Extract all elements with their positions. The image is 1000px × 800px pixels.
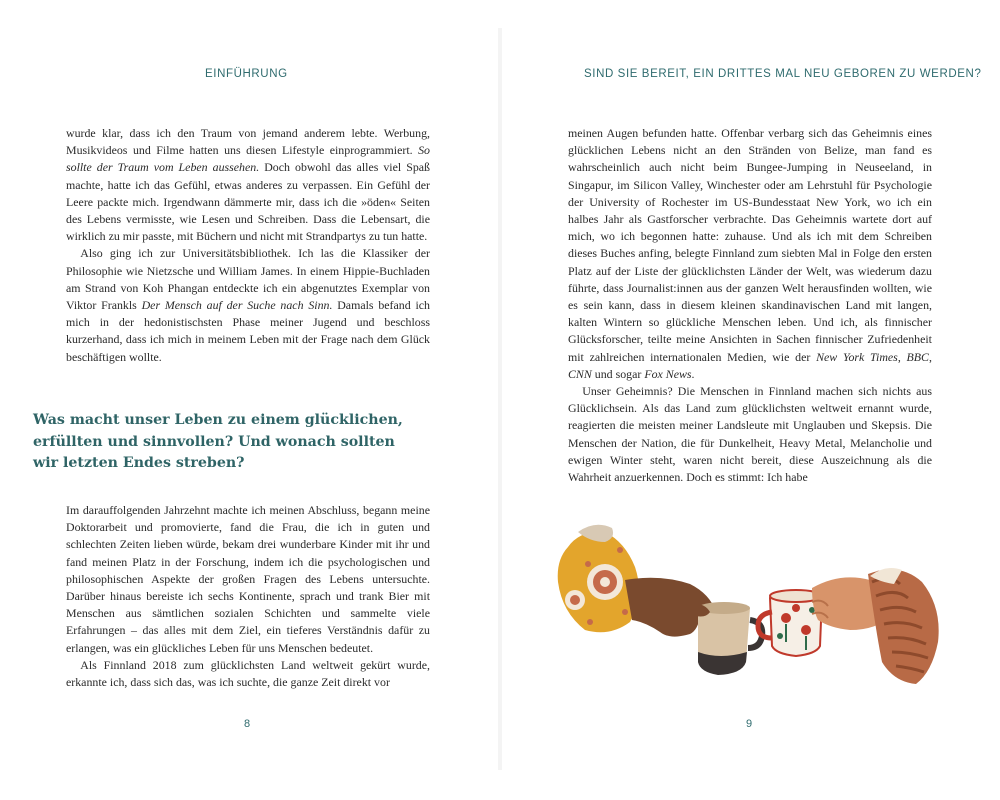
paragraph: Unser Geheimnis? Die Menschen in Finnland machen sich nichts aus Glücklichsein. Als das Land zum glücklichsten weltweit ernannt wurde, reagierten die meisten meiner Landsleute mit Unglauben und Skepsis. Die Menschen der Nation, die für Dunkelheit, Heavy Metal, Melancholie und ewigen Winter steht, waren nicht bereit, diese Auszeichnung als die Wahrheit anzuerkennen. Doch es stimmt: Ich habe [568,384,932,485]
page-number-left: 8 [244,718,251,730]
paragraph: meinen Augen befunden hatte. Offenbar verbarg sich das Geheimnis eines glücklichen Lebens nicht an den Stränden von Belize, man fand es wahrscheinlich auch nicht beim Bungee-Jumping in Neuseeland, in Singapur, im Silicon Valley, Winchester oder am Lehrstuhl für Psychologie der University of Rochester im US-Bundesstaat New York, wo ich ein halbes Jahr als Gastforscher verbrachte. Das Geheimnis wartete dort auf mich, wo ich begonnen hatte: zuhause. Und als ich mit dem Schreiben dieses Buches anfing, belegte Finnland zum siebten Mal in Folge den ersten Platz auf der Liste der glücklichsten Länder der Welt, was wiederum dazu führte, dass Journalist:innen aus der ganzen Welt herausfinden wollten, wie es sein kann, dass in diesem kleinen skandinavischen Land mit langen, kalten Wintern so glückliche Menschen leben. Und ich, als finnischer Glücksforscher, teilte meine Ansichten in Sachen finnischer Zufriedenheit mit zahlreichen internationalen Medien, wie der New York Times, BBC, CNN und sogar Fox News. [568,126,932,381]
top-margin [0,0,1000,28]
right-page [502,28,1000,770]
heading-line: Was macht unser Leben zu einem glücklichen, [33,412,403,428]
paragraph: Also ging ich zur Universitätsbibliothek. Ich las die Klassiker der Philosophie wie Nietzsche und William James. In einem Hippie-Buchladen am Strand von Koh Phangan entdeckte ich ein abgenutztes Exemplar von Viktor Frankls Der Mensch auf der Suche nach Sinn. Damals befand ich mich in der hedonistischsten Phase meiner Jugend und beschloss kurzerhand, dass ich mich in meinem Leben mit der Frage nach dem Glück beschäftigen wollte. [66,246,430,364]
left-body-bottom [66,502,430,691]
heading-line: wir letzten Endes streben? [33,455,245,471]
paragraph: wurde klar, dass ich den Traum von jemand anderem lebte. Werbung, Musikvideos und Filme hatten uns diesen Lifestyle einprogrammiert. So sollte der Traum vom Leben aussehen. Doch obwohl das alles viel Spaß machte, hatte ich das Gefühl, etwas anderes zu verpassen. Ein Gefühl der Leere packte mich. Irgendwann dämmerte mir, dass ich die »öden« Seiten des Lebens vermisste, wie Lesen und Schreiben. Dass die Lebensart, die wirklich zu mir passte, mit Büchern und nicht mit Strandpartys zu tun hatte. [66,126,430,244]
section-heading [33,410,443,475]
running-head-right: SIND SIE BEREIT, EIN DRITTES MAL NEU GEBOREN ZU WERDEN? [584,68,982,80]
left-page [0,28,498,770]
left-sleeve [558,525,639,632]
running-head-left: EINFÜHRUNG [205,68,288,80]
right-mug [758,590,822,656]
left-body-top [66,125,430,366]
right-sleeve [868,568,939,684]
heading-line: erfüllten und sinnvollen? Und wonach sollten [33,433,395,450]
page-number-right: 9 [746,718,753,730]
right-body [568,125,932,486]
toasting-coffee-mugs-icon [550,512,950,692]
paragraph: Im darauffolgenden Jahrzehnt machte ich meinen Abschluss, begann meine Doktorarbeit und promovierte, fand die Frau, die ich in guten und schlechten Zeiten lieben würde, bekam drei wunderbare Kinder mit ihr und fand meinen Platz in der Forschung, indem ich die psychologischen und philosophischen Aspekte der großen Fragen des Lebens untersuchte. Darüber hinaus bereiste ich sechs Kontinente, sprach und trank Bier mit Menschen aus sämtlichen sozialen Schichten und sammelte viele Erfahrungen – das alles mit dem Ziel, ein tieferes Verständnis dafür zu erlangen, was ein glückliches Leben für uns Menschen bedeutet. [66,503,430,655]
paragraph: Als Finnland 2018 zum glücklichsten Land weltweit gekürt wurde, erkannte ich, dass sich das, was ich suchte, die ganze Zeit direkt vor [66,657,430,690]
